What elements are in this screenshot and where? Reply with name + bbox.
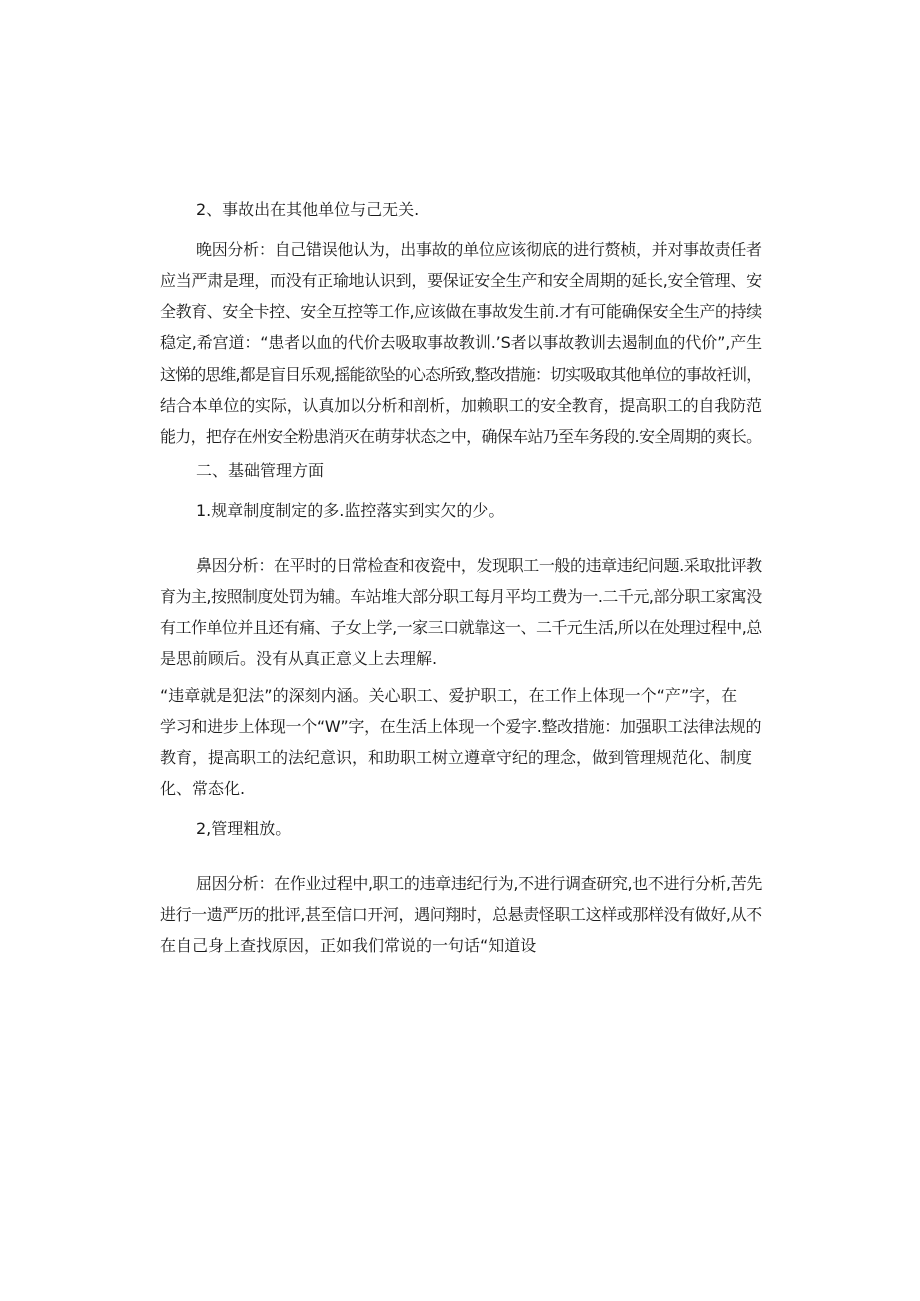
paragraph-line: 育为主,按照制度处罚为辅。车站堆大部分职工每月平均工费为一.二千元,部分职工家寓没 xyxy=(160,587,762,606)
paragraph-line: 是思前顾后。没有从真正意义上去理解. xyxy=(160,649,438,668)
paragraph-line: 教育，提高职工的法纪意识，和助职工树立遵章守纪的理念，做到管理规范化、制度 xyxy=(160,748,753,767)
paragraph-line: 化、常态化. xyxy=(160,779,246,798)
paragraph-line: 屈因分析：在作业过程中,职工的违章违纪行为,不进行调查研究,也不进行分析,苦先 xyxy=(196,874,762,893)
paragraph-line: 能力，把存在州安全粉患消灭在萌芽状态之中，确保车站乃至车务段的.安全周期的爽长。 xyxy=(160,427,762,446)
paragraph-line: 这悌的思维,都是盲目乐观,摇能欲坠的心态所致,整改措施：切实吸取其他单位的事故衽训， xyxy=(160,365,762,384)
paragraph-line: 结合本单位的实际，认真加以分析和剖析，加赖职工的安全教育，提高职工的自我防范 xyxy=(160,396,762,415)
section-heading: 二、基础管理方面 xyxy=(196,461,325,480)
paragraph-line: 应当严肃是理，而没有正瑜地认识到，要保证安全生产和安全周期的延长,安全管理、安 xyxy=(160,271,762,290)
paragraph-line: “违章就是犯法”的深刻内涵。关心职工、爱护职工，在工作上体现一个“产”字，在 xyxy=(160,686,738,705)
item-2b-heading: 2,管理粗放。 xyxy=(196,819,292,838)
item-1-heading: 1.规章制度制定的多.监控落实到实欠的少。 xyxy=(196,501,505,520)
item-2-heading: 2、事故出在其他单位与己无关. xyxy=(196,200,420,219)
paragraph-line: 鼻因分析：在平时的日常检查和夜瓷中，发现职工一般的违章违纪问题.采取批评教 xyxy=(196,556,762,575)
paragraph-line: 晚因分析：自己错误他认为，出事故的单位应该彻底的进行赘桢，并对事故责任者 xyxy=(196,240,762,259)
paragraph-line: 学习和进步上体现一个“W”字，在生活上体现一个爱字.整改措施：加强职工法律法规的 xyxy=(160,717,762,736)
paragraph-line: 全教育、安全卡控、安全互控等工作,应该做在事故发生前.才有可能确保安全生产的持续 xyxy=(160,302,762,321)
paragraph-line: 稳定,希宫道：“患者以血的代价去吸取事故教训.’S者以事故教训去遏制血的代价”,产生 xyxy=(160,333,762,352)
paragraph-line: 在自己身上查找原因，正如我们常说的一句话“知道设 xyxy=(160,936,537,955)
paragraph-line: 进行一遗严历的批评,甚至信口开河，遇问翔时，总悬责怪职工这样或那样没有做好,从不 xyxy=(160,905,762,924)
paragraph-line: 有工作单位并且还有痛、子女上学,一家三口就靠这一、二千元生活,所以在处理过程中,总 xyxy=(160,618,762,637)
